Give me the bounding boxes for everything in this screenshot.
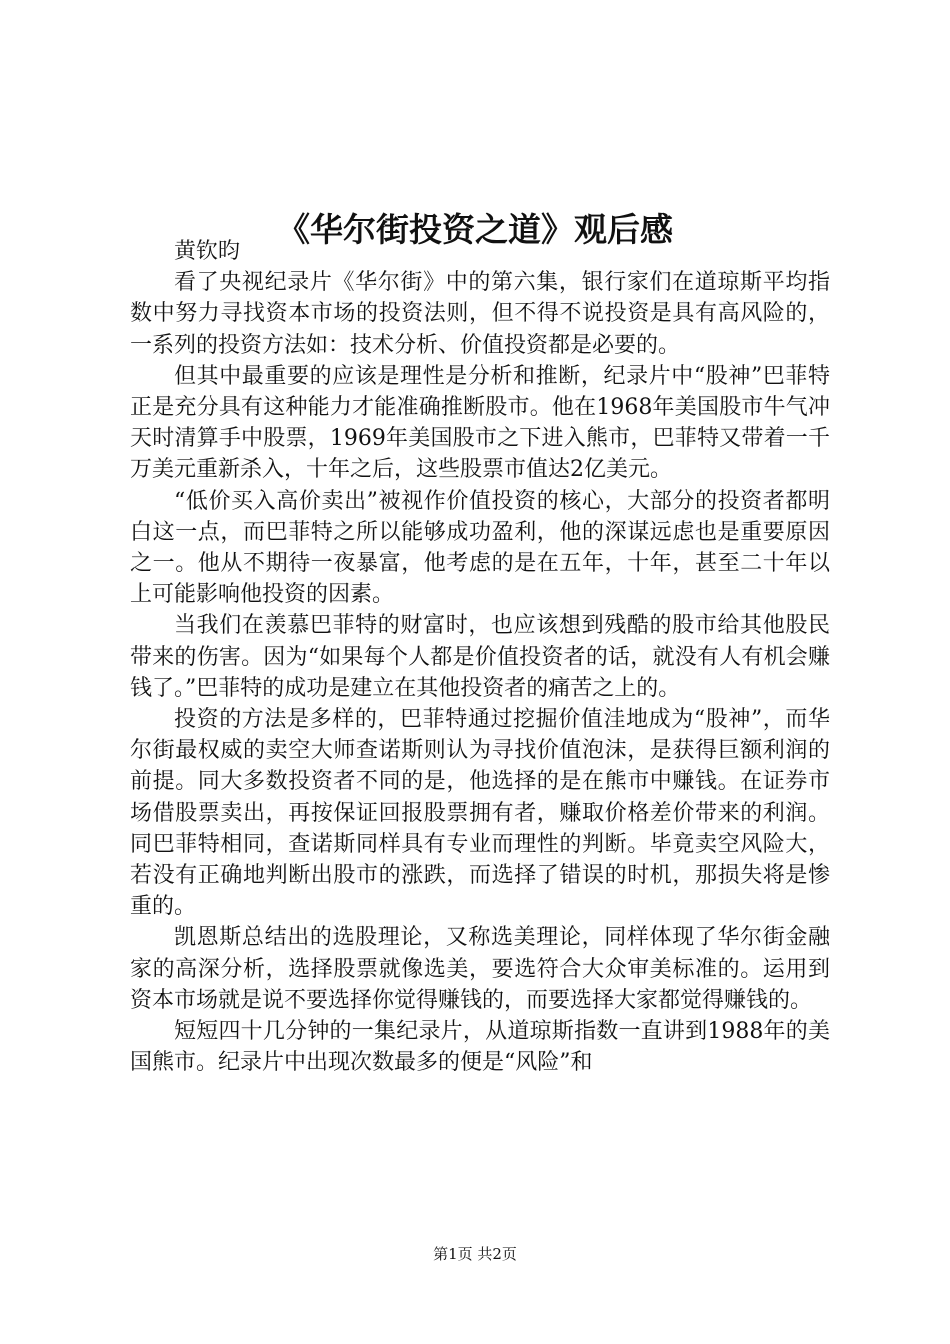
document-body [130,236,830,1078]
author-name: 黄钦昀 [174,239,241,264]
body-paragraph: 但其中最重要的应该是理性是分析和推断，纪录片中“股神”巴菲特正是充分具有这种能力才能准确推断股市。他在1968年美国股市牛气冲天时清算手中股票，1969年美国股市之下进入熊市，巴菲特又带着一千万美元重新杀入，十年之后，这些股票市值达2亿美元。 [130,363,830,483]
body-paragraph: 看了央视纪录片《华尔街》中的第六集，银行家们在道琼斯平均指数中努力寻找资本市场的投资法则，但不得不说投资是具有高风险的，一系列的投资方法如：技术分析、价值投资都是必要的。 [130,270,830,358]
page-number-footer: 第1页 共2页 [433,1245,517,1263]
document-title: 《华尔街投资之道》观后感 [277,210,673,250]
body-paragraph: 投资的方法是多样的，巴菲特通过挖掘价值洼地成为“股神”，而华尔街最权威的卖空大师查诺斯则认为寻找价值泡沫，是获得巨额利润的前提。同大多数投资者不同的是，他选择的是在熊市中赚钱。在证券市场借股票卖出，再按保证回报股票拥有者，赚取价格差价带来的利润。同巴菲特相同，查诺斯同样具有专业而理性的判断。毕竟卖空风险大，若没有正确地判断出股市的涨跌，而选择了错误的时机，那损失将是惨重的。 [130,707,830,920]
body-paragraph: 短短四十几分钟的一集纪录片，从道琼斯指数一直讲到1988年的美国熊市。纪录片中出现次数最多的便是“风险”和 [130,1019,830,1076]
body-paragraph: 凯恩斯总结出的选股理论，又称选美理论，同样体现了华尔街金融家的高深分析，选择股票就像选美，要选符合大众审美标准的。运用到资本市场就是说不要选择你觉得赚钱的，而要选择大家都觉得赚钱的。 [130,925,830,1013]
body-paragraph: “低价买入高价卖出”被视作价值投资的核心，大部分的投资者都明白这一点，而巴菲特之所以能够成功盈利，他的深谋远虑也是重要原因之一。他从不期待一夜暴富，他考虑的是在五年，十年，甚至二十年以上可能影响他投资的因素。 [130,488,830,608]
body-paragraph: 当我们在羡慕巴菲特的财富时，也应该想到残酷的股市给其他股民带来的伤害。因为“如果每个人都是价值投资者的话，就没有人有机会赚钱了。”巴菲特的成功是建立在其他投资者的痛苦之上的。 [130,613,830,701]
